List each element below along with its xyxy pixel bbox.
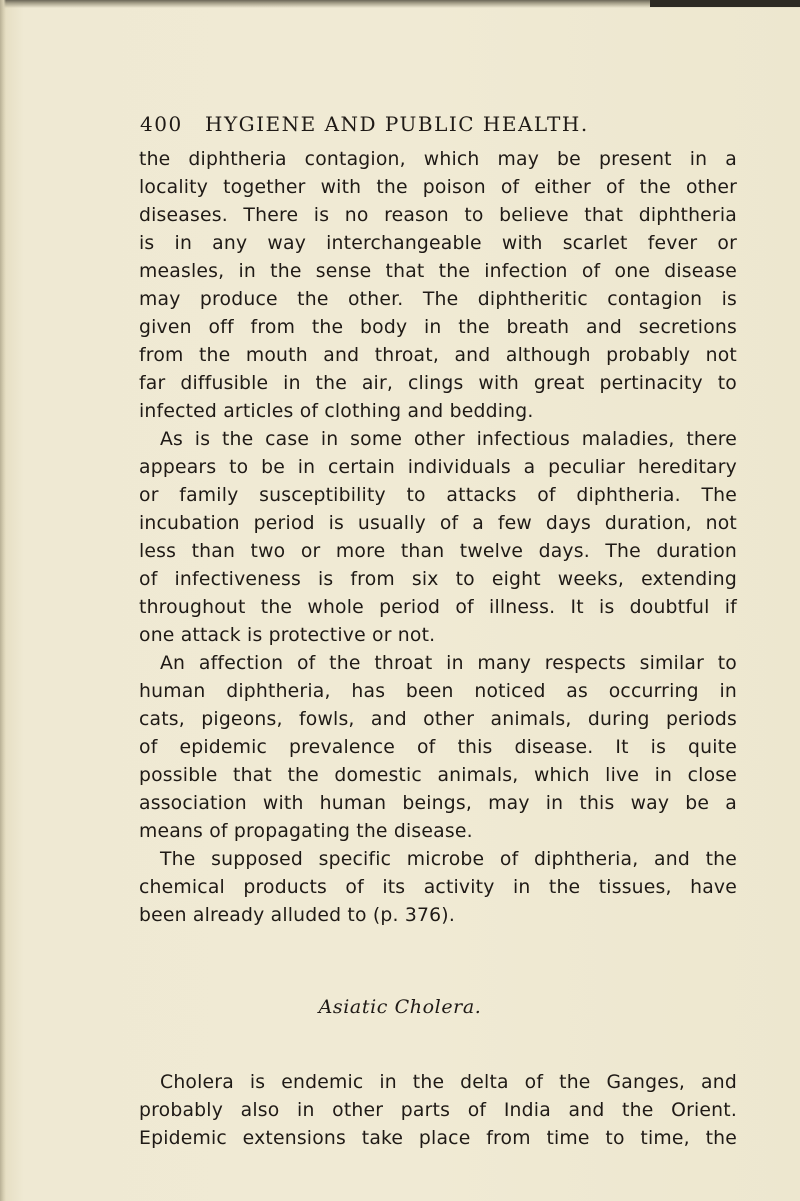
paragraph-start-line: The supposed specific microbe of diphtheria, and the <box>160 849 737 870</box>
text-line: appears to be in certain individuals a peculiar hereditary <box>139 457 737 478</box>
text-line: been already alluded to (p. 376). <box>139 905 455 926</box>
text-line: is in any way interchangeable with scarlet fever or <box>139 233 737 254</box>
text-line: diseases. There is no reason to believe that diphtheria <box>139 205 737 226</box>
text-line: Epidemic extensions take place from time to time, the <box>139 1128 737 1149</box>
text-line: of epidemic prevalence of this disease. It is quite <box>139 737 737 758</box>
text-line: one attack is protective or not. <box>139 625 436 646</box>
text-line: association with human beings, may in this way be a <box>139 793 737 814</box>
text-line: far diffusible in the air, clings with great pertinacity to <box>139 373 737 394</box>
text-line: incubation period is usually of a few days duration, not <box>139 513 737 534</box>
text-line: measles, in the sense that the infection of one disease <box>139 261 737 282</box>
section-body-text <box>139 1069 737 1153</box>
text-line: infected articles of clothing and bedding. <box>139 401 534 422</box>
text-line: from the mouth and throat, and although probably not <box>139 345 737 366</box>
text-line: or family susceptibility to attacks of diphtheria. The <box>139 485 737 506</box>
text-line: cats, pigeons, fowls, and other animals, during periods <box>139 709 737 730</box>
section-heading: Asiatic Cholera. <box>318 996 482 1018</box>
page-number: 400 <box>140 112 183 136</box>
text-line: of infectiveness is from six to eight weeks, extending <box>139 569 737 590</box>
paragraph-start-line: Cholera is endemic in the delta of the Ganges, and <box>160 1072 737 1093</box>
text-line: may produce the other. The diphtheritic contagion is <box>139 289 737 310</box>
page-gutter-edge <box>0 0 6 1201</box>
running-title: HYGIENE AND PUBLIC HEALTH. <box>205 112 589 136</box>
running-header <box>140 112 740 144</box>
text-line: means of propagating the disease. <box>139 821 473 842</box>
paragraph-start-line: An affection of the throat in many respects similar to <box>160 653 737 674</box>
text-line: human diphtheria, has been noticed as occurring in <box>139 681 737 702</box>
text-line: possible that the domestic animals, which live in close <box>139 765 737 786</box>
text-line: the diphtheria contagion, which may be present in a <box>139 149 737 170</box>
text-line: given off from the body in the breath and secretions <box>139 317 737 338</box>
paragraph-start-line: As is the case in some other infectious maladies, there <box>160 429 737 450</box>
page-top-edge <box>650 0 800 7</box>
text-line: probably also in other parts of India and the Orient. <box>139 1100 737 1121</box>
text-line: locality together with the poison of either of the other <box>139 177 737 198</box>
text-line: chemical products of its activity in the tissues, have <box>139 877 737 898</box>
body-text <box>139 146 737 930</box>
text-line: throughout the whole period of illness. It is doubtful if <box>139 597 737 618</box>
text-line: less than two or more than twelve days. The duration <box>139 541 737 562</box>
